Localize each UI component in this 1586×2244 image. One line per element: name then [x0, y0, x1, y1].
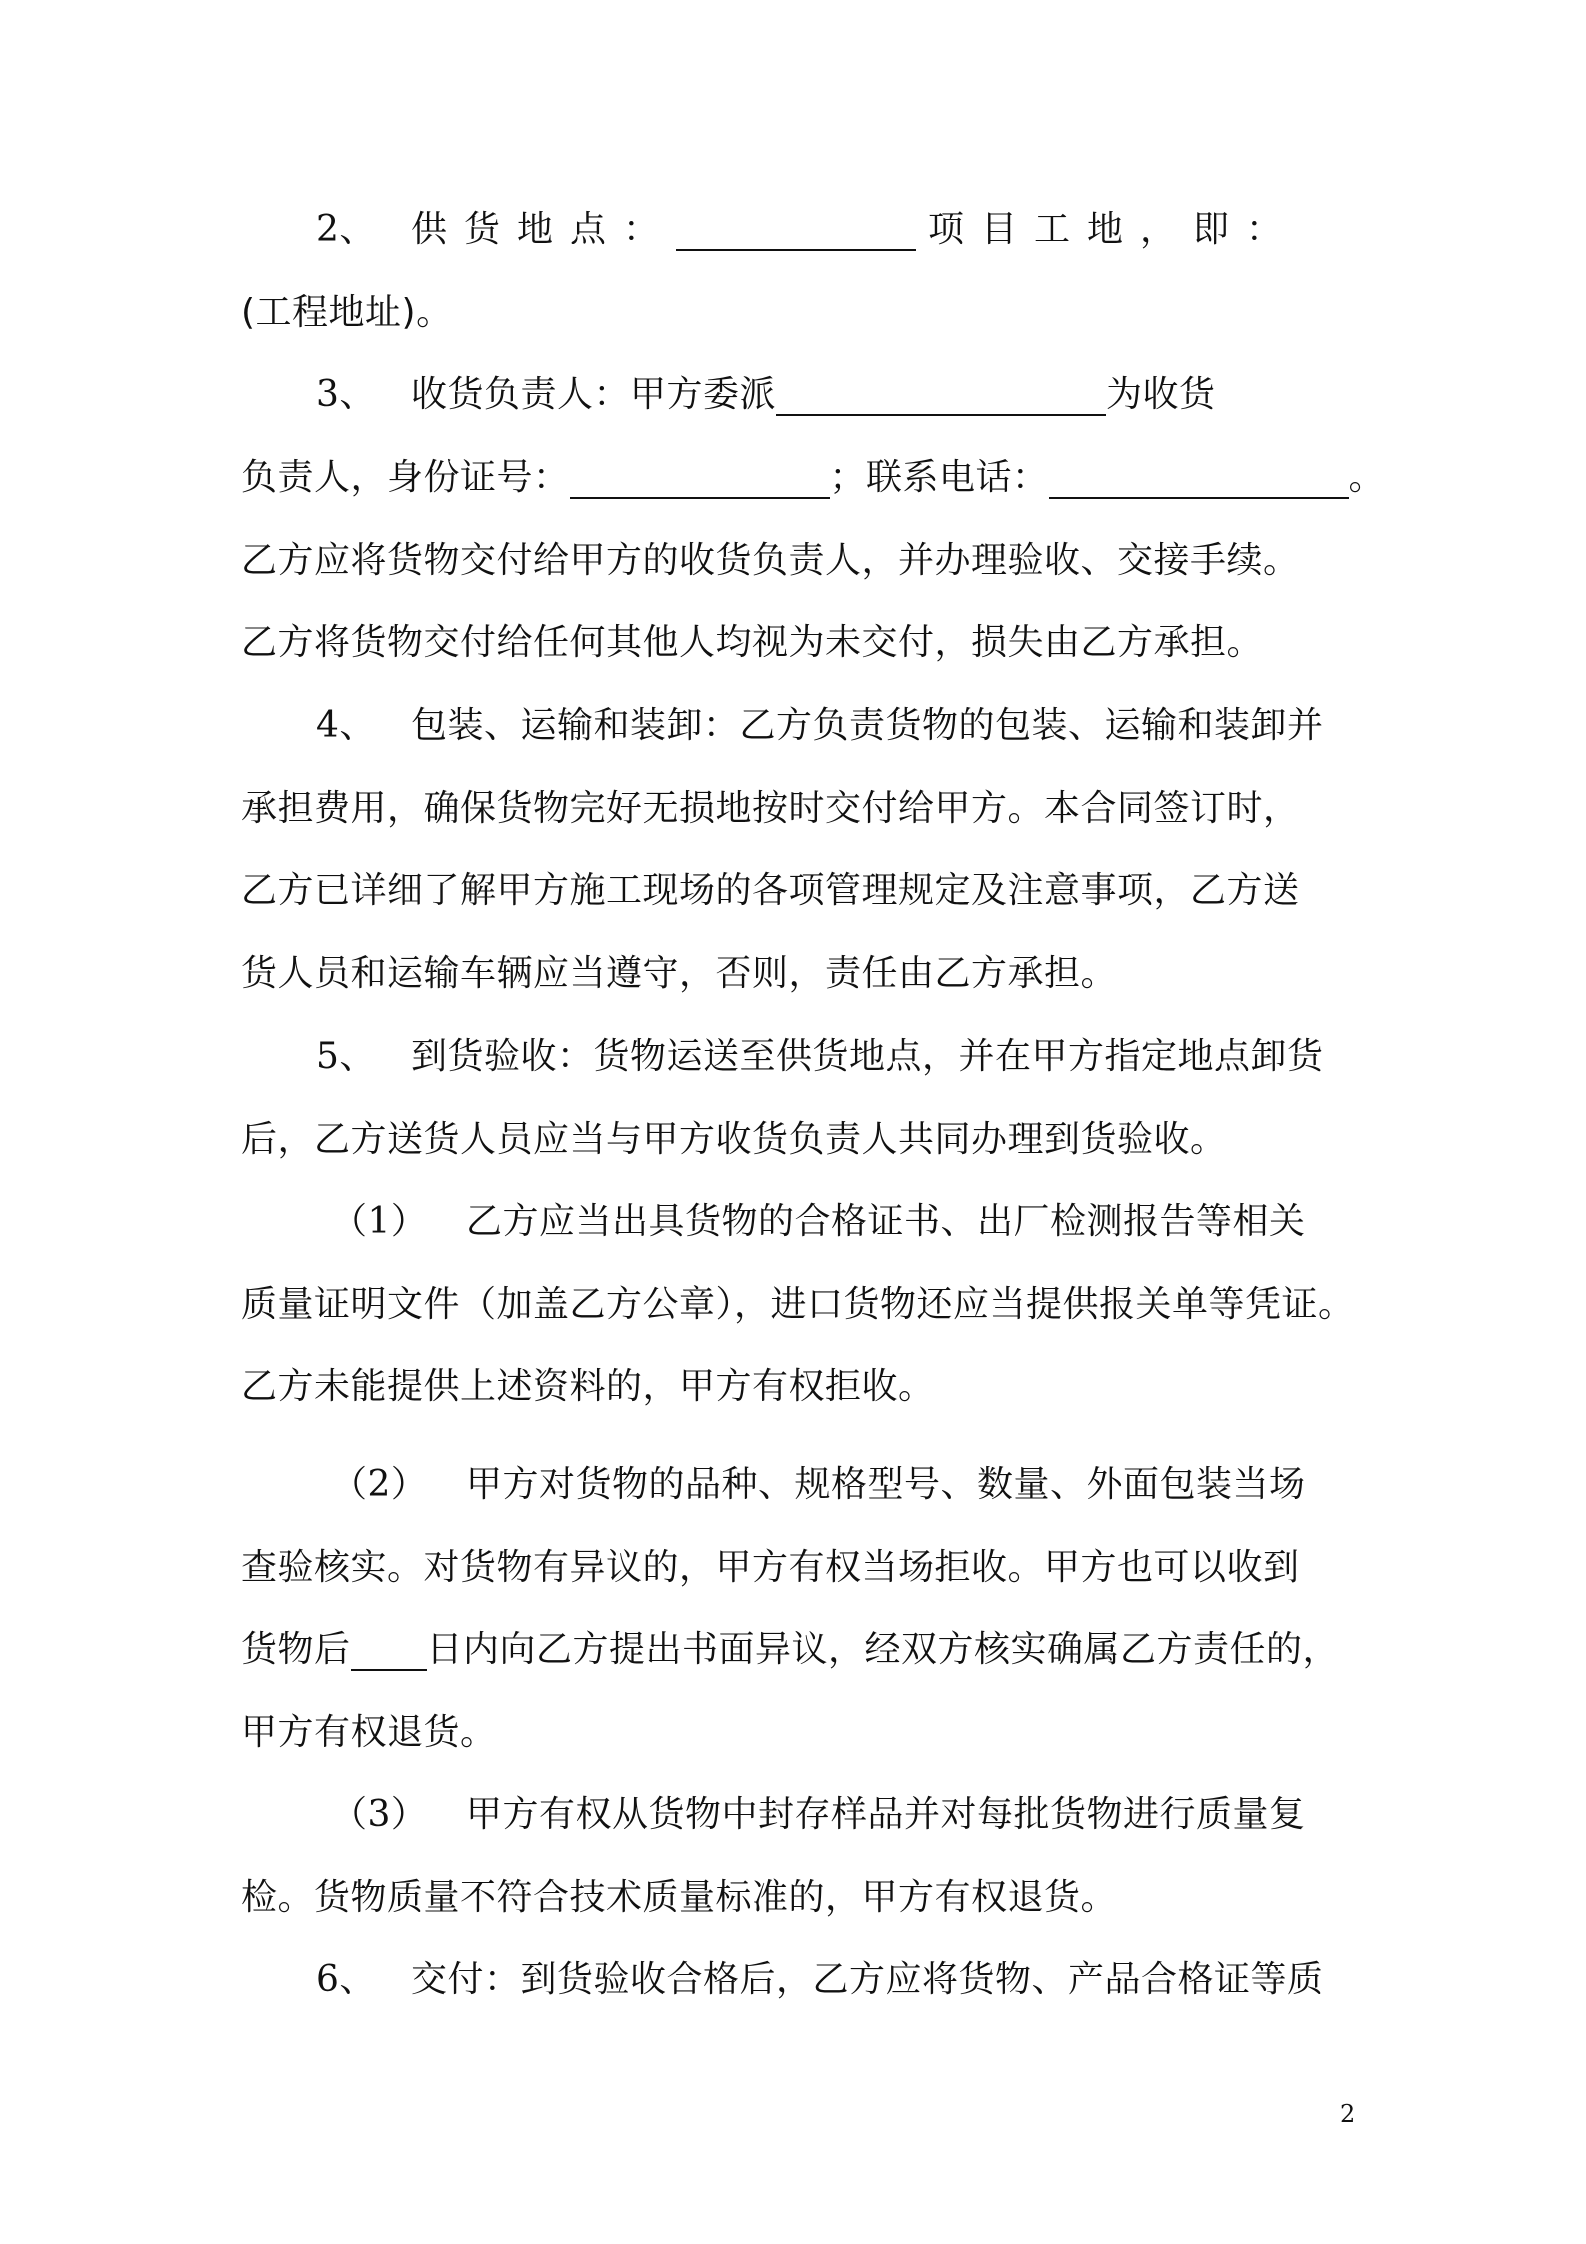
item-3-text-c: 负责人，身份证号： — [241, 457, 570, 498]
item-3-text-d: ；联系电话： — [829, 457, 1049, 498]
item-2-after: 项目工地，即： — [928, 209, 1300, 250]
item-4-line-3: 乙方已详细了解甲方施工现场的各项管理规定及注意事项，乙方送 — [241, 870, 1300, 911]
item-2-number: 2、 — [316, 209, 376, 250]
sub-1-line-2: 质量证明文件（加盖乙方公章），进口货物还应当提供报关单等凭证。 — [241, 1284, 1355, 1325]
sub-2-line-4: 甲方有权退货。 — [241, 1712, 497, 1753]
sub-2-text-3b: 日内向乙方提出书面异议，经双方核实确属乙方责任的， — [426, 1629, 1340, 1670]
sub-1-number: （1） — [331, 1201, 428, 1242]
item-5-number: 5、 — [316, 1036, 376, 1077]
sub-3-line-2: 检。货物质量不符合技术质量标准的，甲方有权退货。 — [241, 1877, 1118, 1918]
receiver-name-blank[interactable] — [776, 378, 1106, 416]
sub-2-text-1: 甲方对货物的品种、规格型号、数量、外面包装当场 — [466, 1464, 1306, 1505]
item-6-line-1 — [241, 1955, 1343, 2005]
page-number: 2 — [1340, 2100, 1356, 2128]
phone-blank[interactable] — [1049, 461, 1349, 499]
item-3-line-4: 乙方将货物交付给任何其他人均视为未交付，损失由乙方承担。 — [241, 622, 1264, 663]
sub-3-line-1 — [241, 1790, 1343, 1840]
sub-2-line-3 — [241, 1625, 1343, 1675]
sub-2-number: （2） — [331, 1464, 428, 1505]
sub-2-line-1 — [241, 1460, 1343, 1510]
item-3-line-2 — [241, 453, 1386, 503]
item-5-line-1 — [241, 1032, 1343, 1082]
item-3-text-a: 收货负责人：甲方委派 — [411, 374, 777, 415]
item-4-line-2: 承担费用，确保货物完好无损地按时交付给甲方。本合同签订时， — [241, 788, 1300, 829]
sub-2-line-2: 查验核实。对货物有异议的，甲方有权当场拒收。甲方也可以收到 — [241, 1547, 1300, 1588]
item-4-line-1 — [241, 701, 1343, 751]
item-2-label: 供货地点： — [411, 209, 677, 250]
item-3-line-1 — [241, 370, 1343, 420]
id-number-blank[interactable] — [570, 461, 830, 499]
item-4-text-1: 包装、运输和装卸：乙方负责货物的包装、运输和装卸并 — [411, 705, 1324, 746]
item-6-number: 6、 — [316, 1959, 376, 2000]
item-6-text-1: 交付：到货验收合格后，乙方应将货物、产品合格证等质 — [411, 1959, 1324, 2000]
days-blank[interactable] — [351, 1633, 427, 1671]
sub-3-text-1: 甲方有权从货物中封存样品并对每批货物进行质量复 — [466, 1794, 1306, 1835]
item-3-line-3: 乙方应将货物交付给甲方的收货负责人，并办理验收、交接手续。 — [241, 540, 1300, 581]
sub-1-text-1: 乙方应当出具货物的合格证书、出厂检测报告等相关 — [466, 1201, 1306, 1242]
sub-3-number: （3） — [331, 1794, 428, 1835]
item-2-line-2: (工程地址)。 — [241, 292, 453, 333]
item-3-text-e: 。 — [1348, 457, 1386, 498]
item-5-line-2: 后，乙方送货人员应当与甲方收货负责人共同办理到货验收。 — [241, 1119, 1227, 1160]
item-4-line-4: 货人员和运输车辆应当遵守，否则，责任由乙方承担。 — [241, 953, 1118, 994]
sub-1-line-1 — [241, 1197, 1343, 1247]
item-3-number: 3、 — [316, 374, 376, 415]
item-4-number: 4、 — [316, 705, 376, 746]
sub-2-text-3a: 货物后 — [241, 1629, 351, 1670]
item-2-line-1 — [241, 205, 1343, 255]
supply-location-blank[interactable] — [676, 213, 916, 251]
sub-1-line-3: 乙方未能提供上述资料的，甲方有权拒收。 — [241, 1366, 935, 1407]
item-3-text-b: 为收货 — [1106, 374, 1216, 415]
item-5-text-1: 到货验收：货物运送至供货地点，并在甲方指定地点卸货 — [411, 1036, 1324, 1077]
